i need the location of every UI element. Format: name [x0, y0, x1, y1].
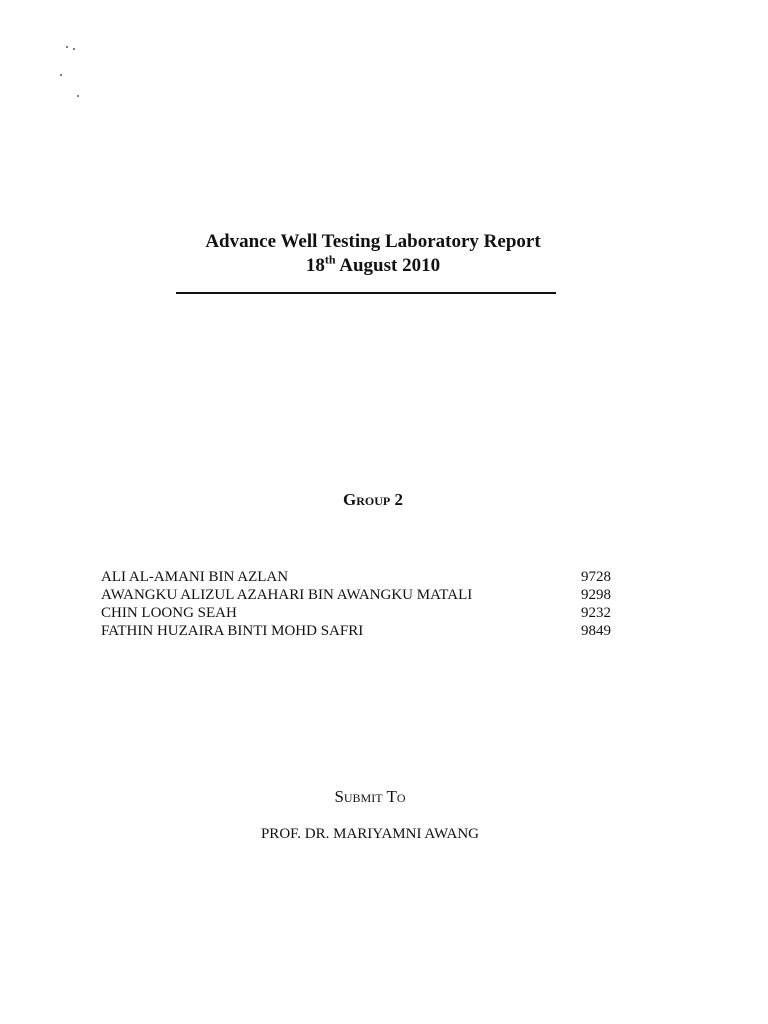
scan-speck — [73, 48, 75, 50]
member-id: 9232 — [581, 605, 611, 621]
scan-speck — [77, 95, 79, 97]
title-underline — [176, 292, 556, 294]
report-date — [0, 254, 746, 278]
report-title: Advance Well Testing Laboratory Report — [205, 231, 541, 252]
submit-to-heading: Submit To — [334, 787, 406, 806]
member-row — [101, 604, 611, 622]
supervisor-name: PROF. DR. MARIYAMNI AWANG — [260, 826, 480, 842]
report-date-suffix: th — [324, 252, 336, 267]
member-name: AWANGKU ALIZUL AZAHARI BIN AWANGKU MATALI — [101, 587, 473, 603]
scan-speck — [60, 74, 62, 76]
member-id: 9849 — [581, 623, 611, 639]
report-title-block — [0, 230, 746, 278]
member-name: ALI AL-AMANI BIN AZLAN — [101, 569, 289, 585]
member-list — [101, 568, 611, 640]
report-date-day: 18 — [305, 255, 325, 276]
member-row — [101, 622, 611, 640]
member-id: 9298 — [581, 587, 611, 603]
member-id: 9728 — [581, 569, 611, 585]
scan-speck — [66, 46, 68, 48]
member-row — [101, 586, 611, 604]
report-date-rest: August 2010 — [335, 255, 441, 276]
member-row — [101, 568, 611, 586]
group-heading: Group 2 — [343, 490, 403, 509]
member-name: CHIN LOONG SEAH — [101, 605, 237, 621]
member-name: FATHIN HUZAIRA BINTI MOHD SAFRI — [101, 623, 364, 639]
